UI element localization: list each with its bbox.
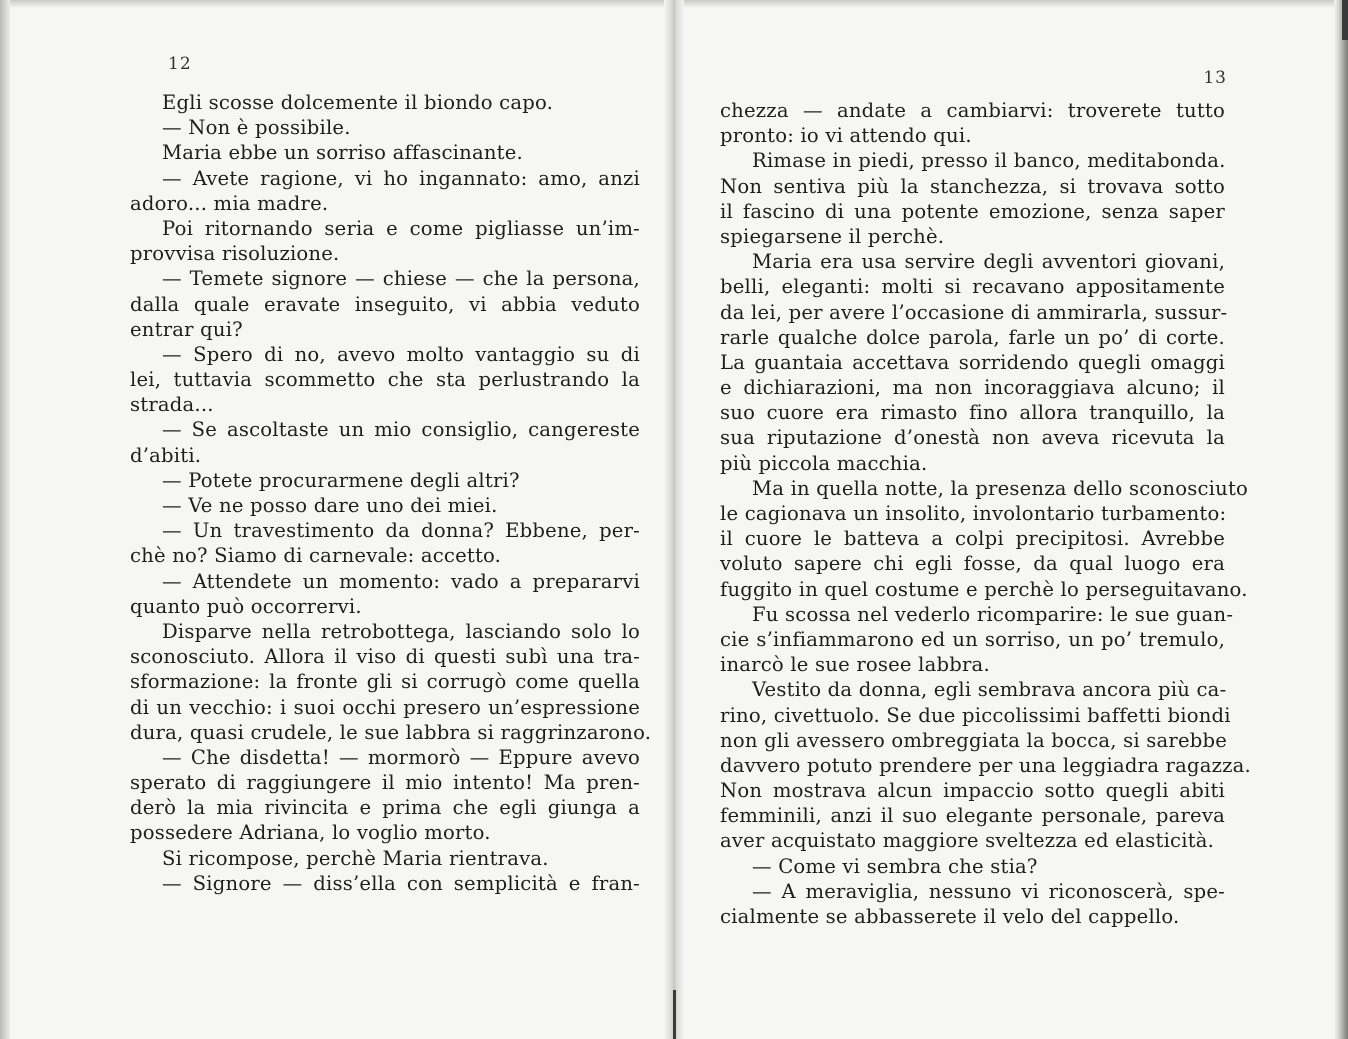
text-line: — Se ascoltaste un mio consiglio, cangereste (162, 418, 640, 442)
text-line: d’abiti. (130, 443, 202, 467)
text-line: sua riputazione d’onestà non aveva ricevuta la (720, 426, 1225, 450)
text-line: entrar qui? (130, 317, 243, 341)
text-line: Fu scossa nel vederlo ricomparire: le sue guan- (752, 602, 1234, 626)
text-line: Ma in quella notte, la presenza dello sconosciuto (752, 476, 1249, 500)
text-line: e dichiarazioni, ma non incoraggiava alcuno; il (720, 376, 1225, 400)
text-line: Rimase in piedi, presso il banco, meditabonda. (752, 149, 1226, 173)
text-line: — Attendete un momento: vado a prepararvi (162, 569, 640, 593)
text-line: provvisa risoluzione. (130, 242, 340, 266)
left-page (130, 52, 652, 896)
text-line: il cuore le batteva a colpi precipitosi. Avrebbe (720, 527, 1225, 551)
text-line: — Ve ne posso dare uno dei miei. (162, 494, 498, 517)
text-line: dalla quale eravate inseguito, vi abbia veduto (130, 292, 640, 316)
text-line: — Un travestimento da donna? Ebbene, per- (162, 519, 640, 543)
text-line: — Signore — diss’ella con semplicità e fran- (162, 871, 640, 895)
text-line: Si ricompose, perchè Maria rientrava. (162, 846, 549, 870)
right-page (720, 68, 1251, 929)
text-line: chè no? Siamo di carnevale: accetto. (130, 544, 502, 568)
left-page-edge (0, 0, 10, 1039)
gutter-binding-line (673, 990, 676, 1039)
text-line: Non mostrava alcun impaccio sotto quegli abiti (720, 779, 1225, 803)
text-line: Vestito da donna, egli sembrava ancora più ca- (752, 678, 1227, 702)
text-line: adoro... mia madre. (130, 191, 329, 215)
text-line: — Spero di no, avevo molto vantaggio su di (162, 342, 640, 366)
text-line: spiegarsene il perchè. (720, 224, 945, 248)
text-line: rino, civettuolo. Se due piccolissimi baffetti biondi (720, 703, 1231, 727)
text-line: — A meraviglia, nessuno vi riconoscerà, spe- (752, 879, 1225, 903)
text-line: — Non è possibile. (162, 116, 351, 140)
text-line: cialmente se abbasserete il velo del cappello. (720, 905, 1180, 928)
right-corner-shadow (1342, 0, 1348, 40)
text-line: non gli avessero ombreggiata la bocca, si sarebbe (720, 728, 1228, 752)
text-line: le cagionava un insolito, involontario turbamento: (720, 502, 1227, 525)
right-page-text (720, 98, 1251, 929)
text-line: — Avete ragione, vi ho ingannato: amo, anzi (162, 166, 640, 190)
text-line: fuggito in quel costume e perchè lo perseguitavano. (720, 577, 1248, 601)
text-line: Egli scosse dolcemente il biondo capo. (162, 91, 554, 114)
text-line: — Come vi sembra che stia? (752, 854, 1038, 878)
text-line: Maria era usa servire degli avventori giovani, (752, 250, 1225, 274)
book-gutter (664, 0, 684, 1039)
text-line: Maria ebbe un sorriso affascinante. (162, 141, 523, 165)
text-line: derò la mia rivincita e prima che egli giunga a (130, 796, 640, 820)
text-line: voluto sapere chi egli fosse, da qual luogo era (720, 552, 1225, 576)
text-line: da lei, per avere l’occasione di ammirarla, sussur- (720, 300, 1228, 324)
text-line: — Potete procurarmene degli altri? (162, 468, 520, 492)
text-line: sconosciuto. Allora il viso di questi subì una tra- (130, 645, 640, 669)
text-line: più piccola macchia. (720, 451, 928, 475)
text-line: aver acquistato maggiore sveltezza ed elasticità. (720, 829, 1215, 853)
text-line: possedere Adriana, lo voglio morto. (130, 821, 491, 845)
text-line: — Temete signore — chiese — che la persona, (162, 267, 640, 291)
text-line: sformazione: la fronte gli si corrugò come quella (130, 670, 640, 694)
text-line: cie s’infiammarono ed un sorriso, un po’ tremulo, (720, 627, 1225, 651)
text-line: rarle qualche dolce parola, farle un po’ di corte. (720, 325, 1225, 349)
text-line: Poi ritornando seria e come pigliasse un’im- (162, 216, 640, 240)
text-line: inarcò le sue rosee labbra. (720, 653, 990, 677)
text-line: pronto: io vi attendo qui. (720, 124, 972, 148)
right-page-edge (1334, 0, 1348, 1039)
text-line: strada... (130, 393, 214, 417)
text-line: belli, eleganti: molti si recavano appositamente (720, 275, 1225, 299)
text-line: sperato di raggiungere il mio intento! Ma pren- (130, 771, 640, 795)
text-line: La guantaia accettava sorridendo quegli omaggi (720, 350, 1225, 374)
text-line: il fascino di una potente emozione, senza saper (720, 199, 1225, 223)
text-line: suo cuore era rimasto fino allora tranquillo, la (720, 401, 1225, 425)
text-line: davvero potuto prendere per una leggiadra ragazza. (720, 753, 1251, 777)
text-line: di un vecchio: i suoi occhi presero un’espressione (130, 695, 640, 719)
left-page-number: 12 (168, 54, 192, 74)
text-line: — Che disdetta! — mormorò — Eppure avevo (162, 745, 640, 769)
text-line: Non sentiva più la stanchezza, si trovava sotto (720, 174, 1225, 198)
left-page-text (130, 90, 652, 896)
text-line: Disparve nella retrobottega, lasciando solo lo (162, 619, 640, 643)
right-page-number: 13 (1203, 68, 1227, 88)
text-line: dura, quasi crudele, le sue labbra si raggrinzarono. (130, 720, 652, 744)
text-line: chezza — andate a cambiarvi: troverete tutto (720, 99, 1225, 122)
text-line: lei, tuttavia scommetto che sta perlustrando la (130, 368, 640, 392)
text-line: quanto può occorrervi. (130, 594, 362, 618)
text-line: femminili, anzi il suo elegante personale, pareva (720, 804, 1225, 828)
